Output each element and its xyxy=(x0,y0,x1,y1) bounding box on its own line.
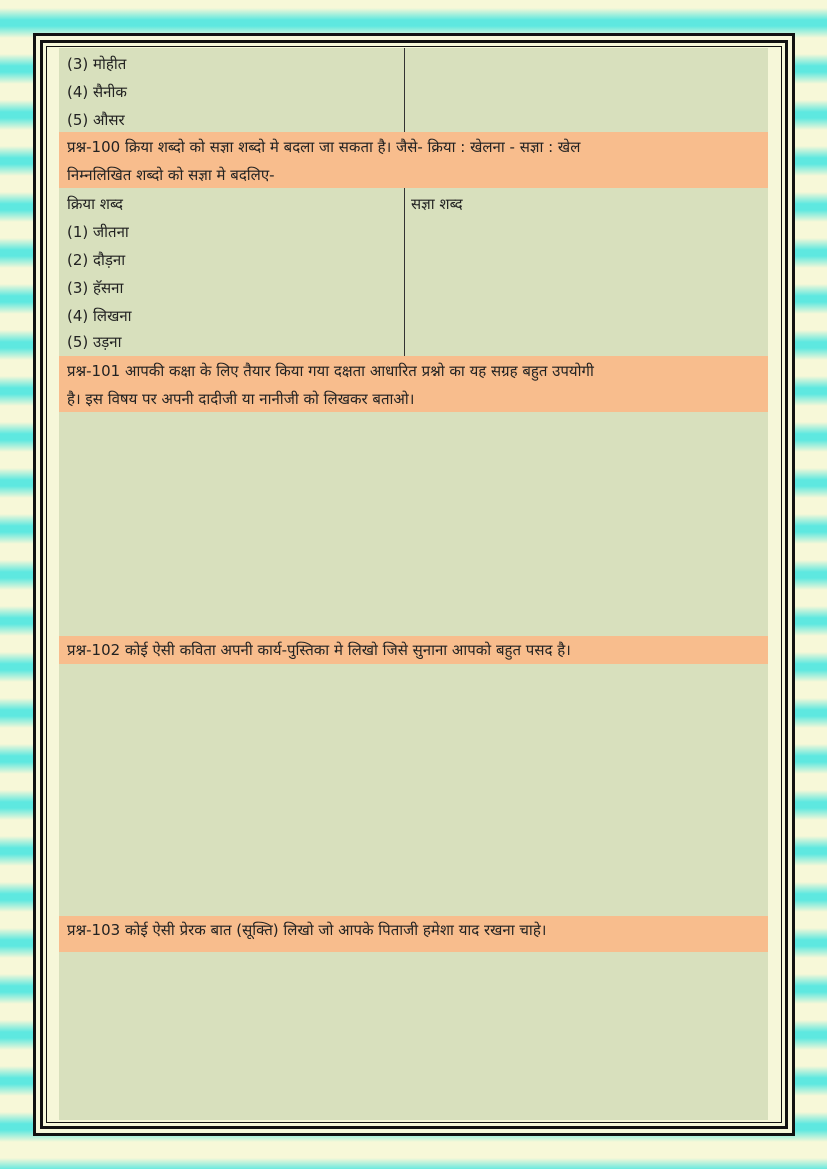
question-text: प्रश्न-102 कोई ऐसी कविता अपनी कार्य-पुस्तिका मे लिखो जिसे सुनाना आपको बहुत पसद है। xyxy=(67,641,571,659)
answer-area-102 xyxy=(59,664,768,916)
question-text: प्रश्न-100 क्रिया शब्दो को सज्ञा शब्दो मे बदला जा सकता है। जैसे- क्रिया : खेलना - सज्ञा : खेल xyxy=(67,138,581,156)
question-text: निम्नलिखित शब्दो को सज्ञा मे बदलिए- xyxy=(67,166,275,184)
question-100 xyxy=(59,132,768,188)
answer-area-103 xyxy=(59,952,768,1120)
question-102 xyxy=(59,636,768,664)
column-divider xyxy=(404,188,405,356)
question-101 xyxy=(59,356,768,412)
list-item: (5) उड़ना xyxy=(67,333,122,351)
list-item: (3) मोहीत xyxy=(67,55,127,73)
column-divider xyxy=(404,48,405,132)
list-item: (4) लिखना xyxy=(67,307,132,325)
list-item: (1) जीतना xyxy=(67,223,129,241)
list-item: (3) हॅसना xyxy=(67,279,124,297)
table-kriya-sangya xyxy=(59,188,768,356)
column-header-kriya: क्रिया शब्द xyxy=(67,195,123,213)
question-text: है। इस विषय पर अपनी दादीजी या नानीजी को लिखकर बताओ। xyxy=(67,390,415,408)
list-item: (4) सैनीक xyxy=(67,83,127,101)
answer-area-101 xyxy=(59,412,768,636)
question-text: प्रश्न-103 कोई ऐसी प्रेरक बात (सूक्ति) लिखो जो आपके पिताजी हमेशा याद रखना चाहे। xyxy=(67,921,547,939)
question-text: प्रश्न-101 आपकी कक्षा के लिए तैयार किया गया दक्षता आधारित प्रश्नो का यह सग्रह बहुत उपयोगी xyxy=(67,362,594,380)
table-continued xyxy=(59,48,768,132)
question-103 xyxy=(59,916,768,952)
column-header-sangya: सज्ञा शब्द xyxy=(411,195,463,213)
list-item: (5) औसर xyxy=(67,111,125,129)
list-item: (2) दौड़ना xyxy=(67,251,126,269)
worksheet-content xyxy=(59,48,768,1120)
